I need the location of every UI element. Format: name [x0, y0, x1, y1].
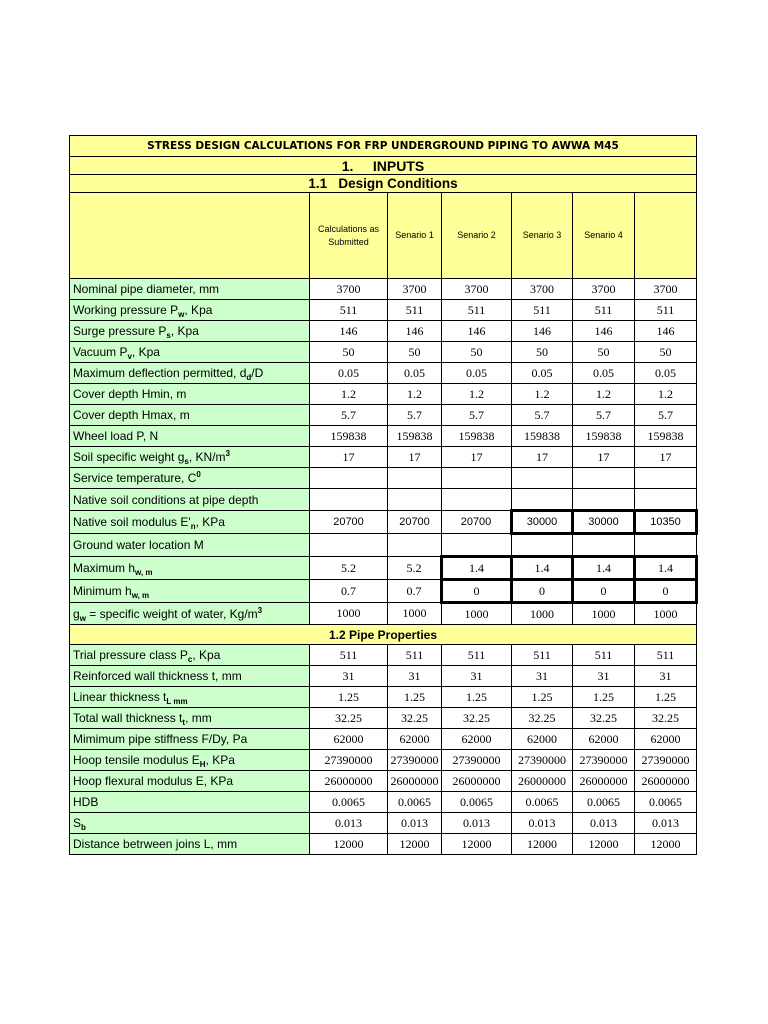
row-label-sub: t: [182, 718, 186, 727]
value-cell: 1.4: [512, 557, 573, 580]
row-label-post: , mm: [185, 711, 212, 725]
row-label: [70, 750, 310, 771]
value-cell: 159838: [310, 426, 388, 447]
value-cell: [573, 468, 635, 489]
value-cell: 0.013: [442, 813, 512, 834]
table-row: [70, 511, 697, 534]
value-cell: [310, 468, 388, 489]
row-label-sub: w: [178, 310, 185, 319]
value-cell: 17: [512, 447, 573, 468]
value-cell: 0.0065: [310, 792, 388, 813]
value-cell: 5.7: [573, 405, 635, 426]
value-cell: 0: [635, 580, 697, 603]
value-cell: 0.013: [573, 813, 635, 834]
value-cell: 0.7: [310, 580, 388, 603]
value-cell: 62000: [310, 729, 388, 750]
table-row: [70, 363, 697, 384]
row-label-pre: Trial pressure class P: [73, 648, 188, 662]
value-cell: 50: [442, 342, 512, 363]
table-row: [70, 813, 697, 834]
value-cell: 0.05: [573, 363, 635, 384]
value-cell: 20700: [310, 511, 388, 534]
value-cell: 32.25: [573, 708, 635, 729]
value-cell: 1.25: [512, 687, 573, 708]
value-cell: [442, 489, 512, 511]
value-cell: 5.7: [635, 405, 697, 426]
value-cell: 0.05: [512, 363, 573, 384]
value-cell: 0: [512, 580, 573, 603]
value-cell: 50: [310, 342, 388, 363]
value-cell: 26000000: [635, 771, 697, 792]
value-cell: 31: [512, 666, 573, 687]
value-cell: 62000: [442, 729, 512, 750]
value-cell: 0.0065: [512, 792, 573, 813]
row-label: HDB: [70, 792, 310, 813]
value-cell: 0.013: [310, 813, 388, 834]
row-label: [70, 468, 310, 489]
table-row: [70, 384, 697, 405]
value-cell: 0.0065: [573, 792, 635, 813]
row-label-pre: Surge pressure P: [73, 324, 167, 338]
value-cell: 26000000: [388, 771, 442, 792]
value-cell: 146: [388, 321, 442, 342]
row-label-sub: w: [79, 613, 86, 623]
table-row: [70, 687, 697, 708]
value-cell: 27390000: [442, 750, 512, 771]
value-cell: 12000: [512, 834, 573, 855]
value-cell: 31: [573, 666, 635, 687]
section-pipe-properties-heading: 1.2 Pipe Properties: [70, 625, 697, 645]
value-cell: 62000: [388, 729, 442, 750]
value-cell: 5.7: [442, 405, 512, 426]
row-label-post: , KN/m: [188, 450, 226, 464]
row-label: [70, 580, 310, 603]
value-cell: [512, 489, 573, 511]
value-cell: 30000: [512, 511, 573, 534]
value-cell: 0.0065: [388, 792, 442, 813]
column-header-senario-5: [635, 193, 697, 279]
value-cell: 159838: [512, 426, 573, 447]
value-cell: 27390000: [388, 750, 442, 771]
row-label-post: , Kpa: [170, 324, 199, 338]
row-label: [70, 321, 310, 342]
value-cell: 27390000: [512, 750, 573, 771]
value-cell: 27390000: [573, 750, 635, 771]
row-label-pre: Service temperature, C: [73, 471, 197, 485]
value-cell: 1.4: [573, 557, 635, 580]
value-cell: [573, 534, 635, 557]
row-label: [70, 363, 310, 384]
table-row: [70, 534, 697, 557]
value-cell: [512, 534, 573, 557]
row-label: Nominal pipe diameter, mm: [70, 279, 310, 300]
value-cell: 511: [442, 300, 512, 321]
value-cell: [388, 468, 442, 489]
value-cell: 1.25: [573, 687, 635, 708]
value-cell: 511: [573, 645, 635, 666]
value-cell: 10350: [635, 511, 697, 534]
value-cell: 3700: [635, 279, 697, 300]
value-cell: 146: [512, 321, 573, 342]
value-cell: 50: [512, 342, 573, 363]
section-label: Design Conditions: [338, 176, 458, 191]
row-label-sub: n: [190, 522, 196, 531]
value-cell: 5.2: [388, 557, 442, 580]
value-cell: 1.2: [512, 384, 573, 405]
value-cell: 27390000: [310, 750, 388, 771]
value-cell: 17: [573, 447, 635, 468]
table-row: [70, 603, 697, 625]
value-cell: 511: [310, 645, 388, 666]
row-label-pre: S: [73, 816, 82, 830]
row-label: Distance betrween joins L, mm: [70, 834, 310, 855]
value-cell: 12000: [388, 834, 442, 855]
value-cell: 0: [442, 580, 512, 603]
value-cell: 0.013: [388, 813, 442, 834]
table-row: [70, 279, 697, 300]
sheet-title: STRESS DESIGN CALCULATIONS FOR FRP UNDERGROUND PIPING TO AWWA M45: [70, 136, 697, 157]
value-cell: 50: [635, 342, 697, 363]
row-label-sub: s: [184, 457, 189, 466]
row-label-post: , Kpa: [131, 345, 160, 359]
value-cell: 32.25: [388, 708, 442, 729]
section-design-conditions-heading: [70, 175, 697, 193]
row-label: Hoop flexural modulus E, KPa: [70, 771, 310, 792]
table-row: [70, 750, 697, 771]
table-row: [70, 300, 697, 321]
value-cell: 511: [512, 300, 573, 321]
value-cell: 1.25: [635, 687, 697, 708]
value-cell: 3700: [310, 279, 388, 300]
value-cell: [635, 468, 697, 489]
row-label-post: /D: [251, 366, 264, 380]
row-label-sub: d: [246, 373, 252, 382]
row-label: [70, 300, 310, 321]
value-cell: 31: [635, 666, 697, 687]
value-cell: 62000: [635, 729, 697, 750]
row-label-sub: c: [187, 655, 193, 664]
value-cell: [442, 468, 512, 489]
value-cell: 26000000: [512, 771, 573, 792]
value-cell: 1.25: [388, 687, 442, 708]
value-cell: 1000: [442, 603, 512, 625]
column-header-row: [70, 193, 697, 279]
table-row: [70, 771, 697, 792]
value-cell: 3700: [573, 279, 635, 300]
value-cell: [442, 534, 512, 557]
value-cell: 30000: [573, 511, 635, 534]
row-label-pre: g: [73, 606, 80, 621]
table-row: [70, 834, 697, 855]
row-label-post: = specific weight of water, Kg/m: [85, 606, 258, 621]
row-label-post: , Kpa: [184, 303, 213, 317]
row-label-sub: s: [166, 331, 171, 340]
value-cell: 159838: [442, 426, 512, 447]
row-label-sub: w, m: [131, 591, 150, 600]
value-cell: 1.25: [442, 687, 512, 708]
value-cell: 3700: [512, 279, 573, 300]
value-cell: 146: [573, 321, 635, 342]
value-cell: 62000: [573, 729, 635, 750]
value-cell: 62000: [512, 729, 573, 750]
table-row: [70, 708, 697, 729]
row-label-post: , KPa: [205, 753, 235, 767]
value-cell: [635, 534, 697, 557]
value-cell: 12000: [635, 834, 697, 855]
value-cell: 17: [635, 447, 697, 468]
value-cell: [635, 489, 697, 511]
value-cell: 511: [388, 645, 442, 666]
value-cell: 1.25: [310, 687, 388, 708]
value-cell: 27390000: [635, 750, 697, 771]
value-cell: 1000: [635, 603, 697, 625]
section-number: 1.1: [308, 176, 328, 191]
value-cell: 159838: [573, 426, 635, 447]
value-cell: 511: [635, 300, 697, 321]
value-cell: 511: [635, 645, 697, 666]
value-cell: 17: [310, 447, 388, 468]
row-label-pre: Working pressure P: [73, 303, 179, 317]
column-header-senario-4: Senario 4: [573, 193, 635, 279]
value-cell: 17: [442, 447, 512, 468]
row-label-pre: Native soil modulus E': [73, 515, 191, 529]
value-cell: 5.7: [310, 405, 388, 426]
value-cell: 26000000: [573, 771, 635, 792]
table-row: [70, 580, 697, 603]
value-cell: 0.05: [388, 363, 442, 384]
value-cell: 0.7: [388, 580, 442, 603]
row-label: Cover depth Hmin, m: [70, 384, 310, 405]
value-cell: 5.2: [310, 557, 388, 580]
section-number: 1.: [341, 157, 354, 174]
row-label-post: , Kpa: [192, 648, 221, 662]
row-label: Ground water location M: [70, 534, 310, 557]
row-label-pre: Vacuum P: [73, 345, 128, 359]
value-cell: 17: [388, 447, 442, 468]
value-cell: 32.25: [442, 708, 512, 729]
value-cell: 1.2: [388, 384, 442, 405]
value-cell: 159838: [388, 426, 442, 447]
table-row: [70, 321, 697, 342]
value-cell: 146: [310, 321, 388, 342]
column-header-senario-1: Senario 1: [388, 193, 442, 279]
value-cell: 50: [573, 342, 635, 363]
row-label-sub: H: [199, 760, 206, 769]
column-header-submitted: Calculations as Submitted: [310, 193, 388, 279]
row-label-sub: L mm: [166, 697, 188, 706]
value-cell: 26000000: [442, 771, 512, 792]
row-label: [70, 708, 310, 729]
value-cell: [388, 489, 442, 511]
row-label: [70, 342, 310, 363]
value-cell: [573, 489, 635, 511]
row-label-sub: w, m: [135, 568, 153, 577]
value-cell: [310, 534, 388, 557]
row-label: Native soil conditions at pipe depth: [70, 489, 310, 511]
value-cell: 1.2: [573, 384, 635, 405]
value-cell: 1.4: [635, 557, 697, 580]
table-row: [70, 405, 697, 426]
value-cell: 511: [442, 645, 512, 666]
row-label: Wheel load P, N: [70, 426, 310, 447]
value-cell: 5.7: [388, 405, 442, 426]
table-row: [70, 729, 697, 750]
table-row: [70, 426, 697, 447]
value-cell: 159838: [635, 426, 697, 447]
row-label-sup: 3: [225, 449, 230, 458]
row-label: [70, 813, 310, 834]
value-cell: 32.25: [635, 708, 697, 729]
value-cell: 1000: [310, 603, 388, 625]
table-row: [70, 666, 697, 687]
row-label-pre: Soil specific weight g: [73, 450, 185, 464]
row-label: [70, 557, 310, 580]
value-cell: 1.4: [442, 557, 512, 580]
value-cell: 3700: [388, 279, 442, 300]
value-cell: [310, 489, 388, 511]
table-row: [70, 557, 697, 580]
value-cell: 511: [573, 300, 635, 321]
value-cell: 3700: [442, 279, 512, 300]
column-header-senario-3: Senario 3: [512, 193, 573, 279]
row-label: [70, 687, 310, 708]
value-cell: 0.013: [512, 813, 573, 834]
value-cell: 31: [388, 666, 442, 687]
row-label: [70, 645, 310, 666]
table-row: [70, 489, 697, 511]
value-cell: 12000: [442, 834, 512, 855]
row-label-sup: 0: [196, 470, 201, 479]
value-cell: 511: [310, 300, 388, 321]
value-cell: 1.2: [635, 384, 697, 405]
value-cell: 20700: [442, 511, 512, 534]
value-cell: 511: [512, 645, 573, 666]
row-label-pre: Minimum h: [73, 584, 132, 598]
table-row: [70, 468, 697, 489]
row-label: [70, 511, 310, 534]
table-row: [70, 645, 697, 666]
value-cell: 146: [442, 321, 512, 342]
row-label-pre: Maximum h: [73, 561, 136, 575]
value-cell: 0.05: [442, 363, 512, 384]
row-label: Reinforced wall thickness t, mm: [70, 666, 310, 687]
row-label-pre: Hoop tensile modulus E: [73, 753, 200, 767]
design-calculation-table: [69, 135, 698, 855]
value-cell: 32.25: [310, 708, 388, 729]
row-label: [70, 603, 310, 625]
value-cell: 0.05: [310, 363, 388, 384]
row-label: Mimimum pipe stiffness F/Dy, Pa: [70, 729, 310, 750]
table-row: [70, 447, 697, 468]
row-label-pre: Total wall thickness t: [73, 711, 183, 725]
row-label-sub: v: [127, 352, 132, 361]
row-label: [70, 447, 310, 468]
value-cell: 146: [635, 321, 697, 342]
value-cell: 12000: [310, 834, 388, 855]
value-cell: 1.2: [310, 384, 388, 405]
row-label-pre: Linear thickness t: [73, 690, 167, 704]
value-cell: 12000: [573, 834, 635, 855]
value-cell: 5.7: [512, 405, 573, 426]
value-cell: 31: [442, 666, 512, 687]
row-label-post: , KPa: [195, 515, 225, 529]
value-cell: [512, 468, 573, 489]
value-cell: 20700: [388, 511, 442, 534]
value-cell: 32.25: [512, 708, 573, 729]
value-cell: 0.0065: [635, 792, 697, 813]
row-label: Cover depth Hmax, m: [70, 405, 310, 426]
value-cell: 0: [573, 580, 635, 603]
table-row: [70, 342, 697, 363]
section-label: INPUTS: [372, 157, 425, 174]
value-cell: 1000: [512, 603, 573, 625]
value-cell: 26000000: [310, 771, 388, 792]
column-header-senario-2: Senario 2: [442, 193, 512, 279]
row-label-sub: b: [81, 823, 86, 832]
value-cell: [388, 534, 442, 557]
value-cell: 1000: [388, 603, 442, 625]
header-blank-cell: [70, 193, 310, 279]
value-cell: 0.05: [635, 363, 697, 384]
row-label-pre: Maximum deflection permitted, d: [73, 366, 247, 380]
value-cell: 31: [310, 666, 388, 687]
row-label-sup: 3: [257, 605, 263, 615]
value-cell: 1.2: [442, 384, 512, 405]
section-inputs-heading: [70, 157, 697, 175]
value-cell: 50: [388, 342, 442, 363]
table-row: [70, 792, 697, 813]
value-cell: 1000: [573, 603, 635, 625]
value-cell: 0.0065: [442, 792, 512, 813]
value-cell: 511: [388, 300, 442, 321]
value-cell: 0.013: [635, 813, 697, 834]
